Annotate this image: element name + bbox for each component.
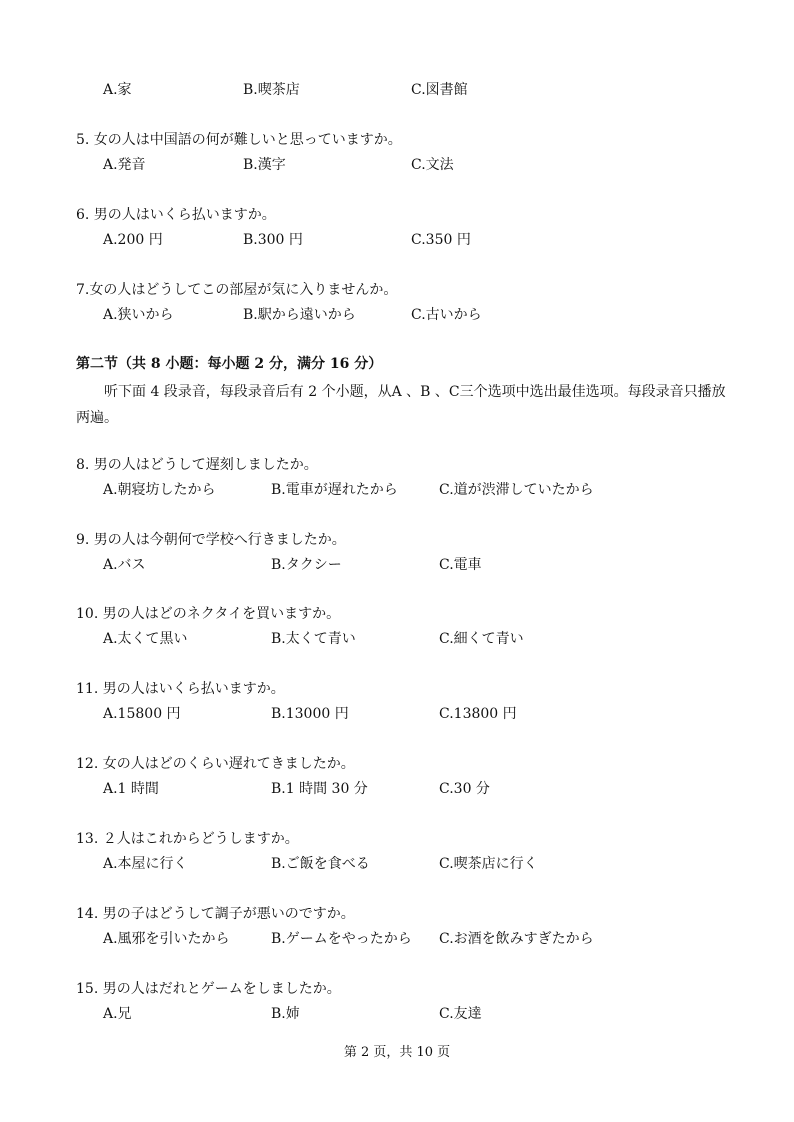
option-b: B.電車が遅れたから [271, 482, 398, 498]
option-a: A.バス [103, 557, 146, 573]
option-a: A.1 時間 [103, 781, 159, 797]
question-4-options [103, 79, 723, 99]
question-14: 14. 男の子はどうして調子が悪いのですか。 [76, 906, 355, 922]
section-title: 第二节（共 8 小题：每小题 2 分，满分 16 分） [76, 356, 383, 372]
question-8-options [103, 479, 723, 499]
option-b: B.喫茶店 [243, 82, 300, 98]
option-b: B.タクシー [271, 557, 342, 573]
question-15-options [103, 1003, 723, 1023]
question-8: 8. 男の人はどうして遅刻しましたか。 [76, 457, 318, 473]
option-c: C.友達 [439, 1006, 482, 1022]
option-c: C.13800 円 [439, 706, 517, 722]
option-c: C.お酒を飲みすぎたから [439, 931, 594, 947]
option-c: C.細くて青い [439, 631, 524, 647]
option-b: B.駅から遠いから [243, 307, 356, 323]
question-6: 6. 男の人はいくら払いますか。 [76, 207, 276, 223]
option-b: B.姉 [271, 1006, 300, 1022]
question-5-options [103, 154, 723, 174]
option-b: B.ゲームをやったから [271, 931, 412, 947]
option-b: B.ご飯を食べる [271, 856, 370, 872]
option-b: B.300 円 [243, 232, 303, 248]
option-b: B.太くて青い [271, 631, 356, 647]
option-c: C.350 円 [411, 232, 471, 248]
question-13: 13. ２人はこれからどうしますか。 [76, 831, 299, 847]
question-15: 15. 男の人はだれとゲームをしましたか。 [76, 981, 341, 997]
question-11: 11. 男の人はいくら払いますか。 [76, 681, 285, 697]
option-b: B.漢字 [243, 157, 286, 173]
option-c: C.古いから [411, 307, 482, 323]
option-a: A.兄 [103, 1006, 132, 1022]
question-7-options [103, 304, 723, 324]
option-a: A.発音 [103, 157, 146, 173]
question-9: 9. 男の人は今朝何で学校へ行きましたか。 [76, 532, 346, 548]
question-5: 5. 女の人は中国語の何が難しいと思っていますか。 [76, 132, 402, 148]
question-10-options [103, 628, 723, 648]
option-c: C.道が渋滞していたから [439, 482, 594, 498]
question-9-options [103, 554, 723, 574]
option-c: C.喫茶店に行く [439, 856, 538, 872]
question-12-options [103, 778, 723, 798]
option-a: A.狭いから [103, 307, 174, 323]
option-c: C.文法 [411, 157, 454, 173]
option-b: B.13000 円 [271, 706, 349, 722]
option-c: C.30 分 [439, 781, 490, 797]
option-a: A.家 [103, 82, 132, 98]
question-14-options [103, 928, 723, 948]
question-11-options [103, 703, 723, 723]
question-12: 12. 女の人はどのくらい遅れてきましたか。 [76, 756, 355, 772]
option-a: A.太くて黒い [103, 631, 188, 647]
section-instruction: 听下面 4 段录音，每段录音后有 2 个小题，从A 、B 、C三个选项中选出最佳选项。每段录音只播放两遍。 [76, 384, 726, 426]
option-c: C.電車 [439, 557, 482, 573]
question-13-options [103, 853, 723, 873]
option-a: A.本屋に行く [103, 856, 188, 872]
option-a: A.風邪を引いたから [103, 931, 230, 947]
option-b: B.1 時間 30 分 [271, 781, 368, 797]
option-a: A.15800 円 [103, 706, 181, 722]
question-10: 10. 男の人はどのネクタイを買いますか。 [76, 606, 341, 622]
question-7: 7.女の人はどうしてこの部屋が気に入りませんか。 [76, 282, 398, 298]
option-c: C.図書館 [411, 82, 468, 98]
question-6-options [103, 229, 723, 249]
option-a: A.200 円 [103, 232, 163, 248]
page-number-footer: 第 2 页，共 10 页 [343, 1045, 451, 1060]
option-a: A.朝寝坊したから [103, 482, 216, 498]
